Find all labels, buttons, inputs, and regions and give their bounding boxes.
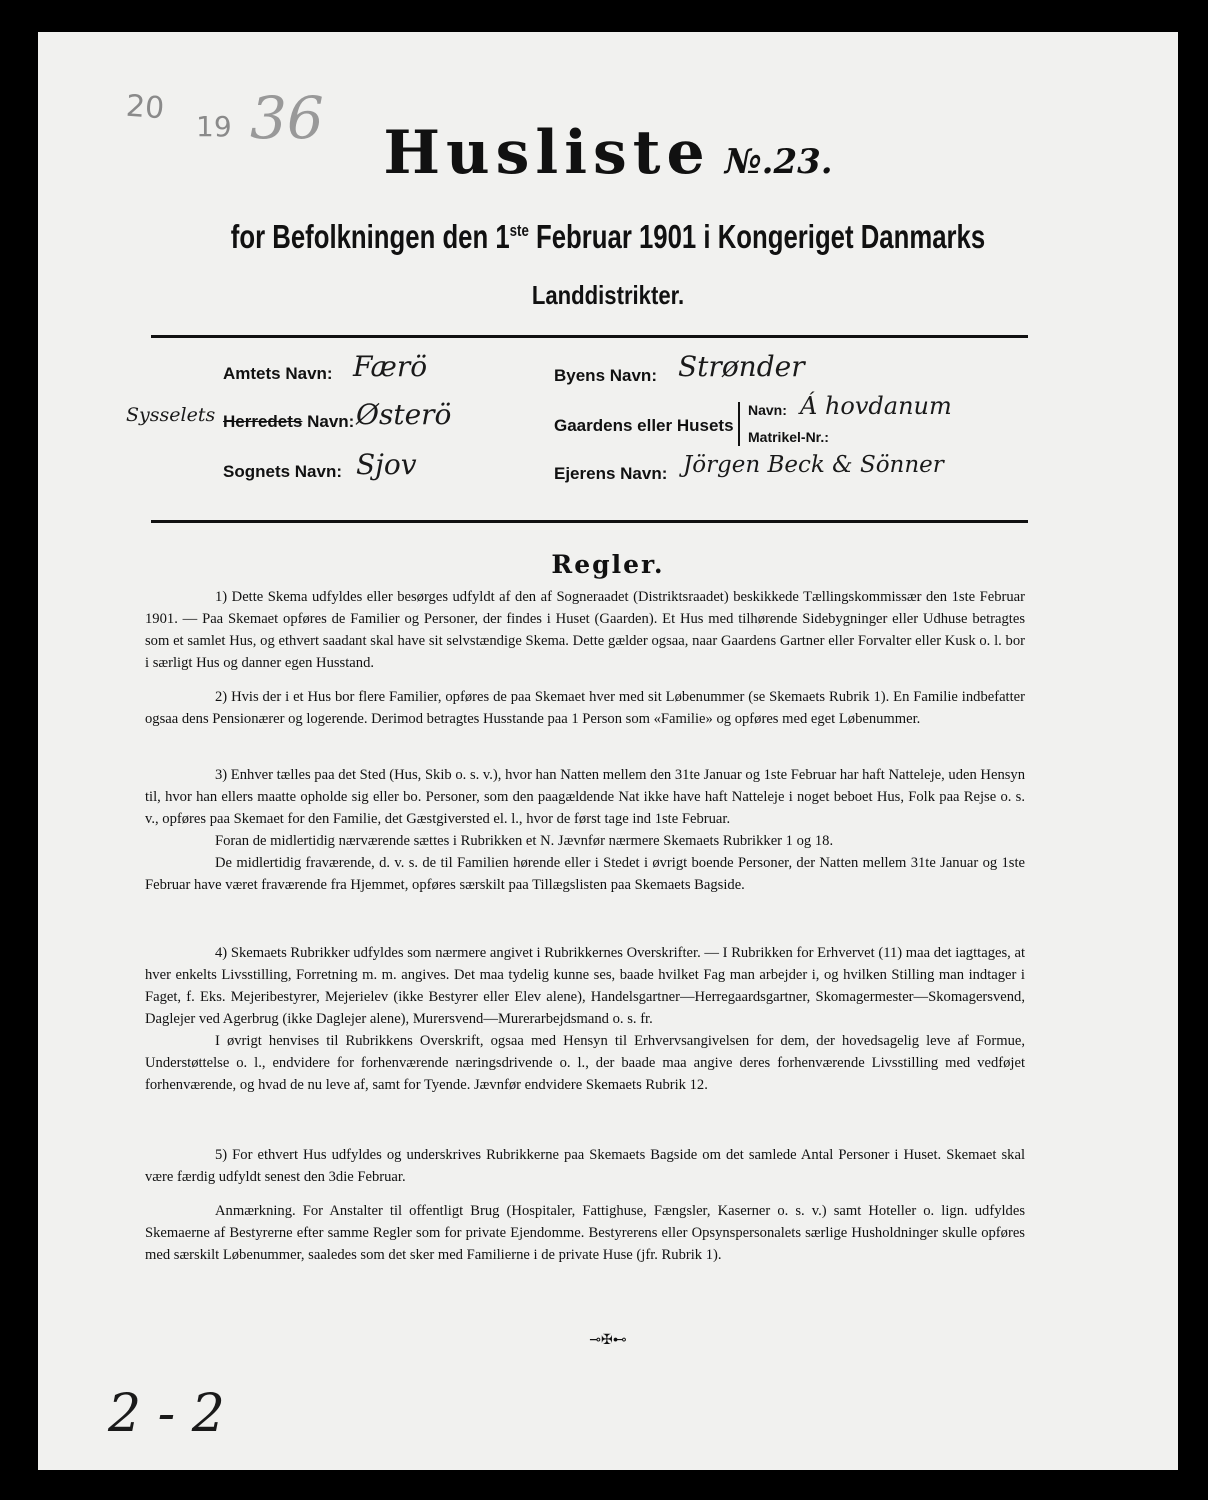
- gaard-brace: [738, 402, 740, 446]
- ejer-label: Ejerens Navn:: [554, 464, 668, 483]
- handwritten-number: 36: [250, 84, 324, 152]
- herred-label: [223, 412, 354, 432]
- herred-value: Østerö: [356, 398, 452, 431]
- rule-3-text: 3) Enhver tælles paa det Sted (Hus, Skib o. s. v.), hvor han Natten mellem den 31te Januar og 1ste Februar har haft Natteleje, uden Hensyn til, hvor han ellers maatte opholde sig eller bo. Personer, som den paagældende Nat ikke have haft Natteleje i noget beboet Hus, Folk paa Rejse o. s. v., opføres paa Skemaet for den Familie, det Gæstgiversted el. l., hvor de først tage ind 1ste Februar.: [145, 767, 1026, 827]
- middle-rule: [151, 520, 1028, 523]
- ejer-value: Jörgen Beck & Sönner: [683, 452, 944, 478]
- rules-heading: Regler.: [551, 550, 665, 579]
- rule-3-text-2: Foran de midlertidig nærværende sættes i Rubrikken et N. Jævnfør nærmere Skemaets Rubrikker 1 og 18.: [215, 833, 834, 849]
- subtitle-pre: for Befolkningen den 1: [230, 218, 510, 255]
- sogn-label: Sognets Navn:: [223, 462, 343, 481]
- rule-3-text-3: De midlertidig fraværende, d. v. s. de til Familien hørende eller i Stedet i øvrigt boende Personer, der Natten mellem 31te Januar og 1ste Februar have været fraværende fra Hjemmet, opføres særskilt paa Tillægslisten paa Skemaets Bagside.: [145, 855, 1025, 893]
- rule-4-text-2: I øvrigt henvises til Rubrikkens Overskrift, ogsaa med Hensyn til Erhvervsangivelsen for dem, der hovedsagelig leve af Formue, Understøttelse o. l., endvidere for forhenværende næringsdrivende o. l., der baade maa angive deres forhenværende Livsstilling med vedføjet forhenværende, og hvad de nu leve af, samt for Tyende. Jævnfør endvidere Skemaets Rubrik 12.: [145, 1033, 1025, 1093]
- by-label: Byens Navn:: [554, 366, 657, 385]
- bottom-handwritten-number: 2 - 2: [108, 1384, 225, 1444]
- amt-label: Amtets Navn:: [223, 364, 333, 383]
- pencil-number-19: 19: [196, 110, 232, 143]
- document-page: [38, 32, 1178, 1470]
- rule-5-text: 5) For ethvert Hus udfyldes og underskrives Rubrikkerne paa Skemaets Bagside om det samlede Antal Personer i Huset. Skemaet skal være færdig udfyldt senest den 3die Februar.: [145, 1147, 1025, 1185]
- gaard-label: Gaardens eller Husets: [554, 416, 734, 435]
- ornament-divider: ⊸✠⊷: [589, 1333, 627, 1348]
- herred-struck: Herredets: [223, 412, 303, 431]
- rule-4-text: 4) Skemaets Rubrikker udfyldes som nærmere angivet i Rubrikkernes Overskrifter. — I Rubrikken for Erhvervet (11) maa det iagttages, at hver enkelts Livsstilling, Forretning m. m. angives. Det maa tydelig kunne ses, baade hvilket Fag man arbejder i, og hvilken Stilling man indtager i Faget, f. Eks. Mejeribestyrer, Mejerielev (ikke Bestyrer eller Elev alene), Handelsgartner—Herregaardsgartner, Skomagermester—Skomagersvend, Daglejer ved Agerbrug (ikke Daglejer alene), Murersvend—Murerarbejdsmand o. s. fr.: [145, 945, 1025, 1027]
- rule-3: [145, 764, 1025, 896]
- subtitle-sup: ste: [509, 221, 529, 240]
- navn-label: Navn:: [748, 402, 787, 418]
- matrikel-label: Matrikel-Nr.:: [748, 429, 829, 445]
- remark-text: Anmærkning. For Anstalter til offentligt Brug (Hospitaler, Fattighuse, Fængsler, Kaserner o. s. v.) samt Hoteller o. lign. udfyldes Skemaerne af Bestyrerne efter samme Regler som for private Ejendomme. Bestyrerens eller Opsynspersonalets særlige Husholdninger skulle opføres med særskilt Løbenummer, saaledes som det sker med Familierne i de private Huse (jfr. Rubrik 1).: [145, 1203, 1025, 1263]
- rule-5: [145, 1144, 1025, 1188]
- form-title: [38, 118, 1178, 188]
- rule-1: [145, 586, 1025, 674]
- top-rule: [151, 335, 1028, 338]
- remark: [145, 1200, 1025, 1266]
- form-subtitle-district: Landdistrikter.: [531, 280, 685, 310]
- rule-2-text: 2) Hvis der i et Hus bor flere Familier, opføres de paa Skemaet hver med sit Løbenummer (se Skemaets Rubrik 1). En Familie indbefatter ogsaa dens Pensionærer og logerende. Derimod betragtes Husstande paa 1 Person som «Familie» og opføres med eget Løbenummer.: [145, 689, 1025, 727]
- rule-1-text: 1) Dette Skema udfyldes eller besørges udfyldt af den af Sogneraadet (Distriktsraadet) beskikkede Tællingskommissær den 1ste Februar 1901. — Paa Skemaet opføres de Familier og Personer, der findes i Huset (Gaarden). Et Hus med tilhørende Sidebygninger eller Udhuse betragtes som et samlet Hus, og ethvert saadant skal have sit selvstændige Skema. Dette gælder ogsaa, naar Gaardens Gartner eller Forvalter eller Kusk o. l. bor i særligt Hus og danner egen Husstand.: [145, 589, 1025, 671]
- subtitle-post: Februar 1901 i Kongeriget Danmarks: [528, 218, 986, 255]
- title-word: Husliste: [383, 118, 711, 188]
- form-subtitle: [163, 218, 1052, 256]
- rule-4: [145, 942, 1025, 1096]
- syssel-handwritten: Sysselets: [126, 404, 216, 426]
- rule-2: [145, 686, 1025, 730]
- form-number: №.23.: [724, 142, 833, 182]
- amt-value: Færö: [353, 350, 428, 383]
- sogn-value: Sjov: [356, 448, 417, 481]
- by-value: Strønder: [678, 350, 805, 383]
- navn-value: Á hovdanum: [800, 392, 952, 420]
- pencil-number-20: 20: [124, 88, 166, 127]
- herred-label-text: Navn:: [302, 412, 355, 431]
